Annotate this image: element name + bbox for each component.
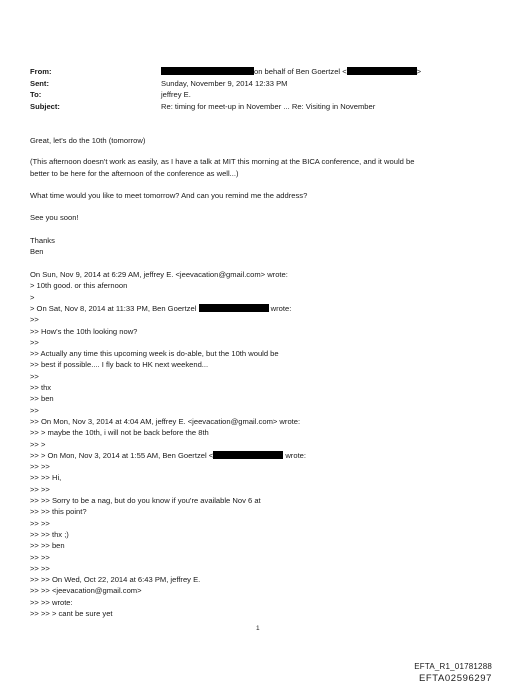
quote-line: >> [30, 338, 39, 347]
quote-text: > On Sat, Nov 8, 2014 at 11:33 PM, Ben Goertzel [30, 304, 197, 313]
quote-line: >> ben [30, 394, 54, 403]
quote-line [30, 451, 306, 461]
quote-line: >> >> [30, 462, 50, 471]
quote-line: >> > [30, 440, 46, 449]
quote-line: >> >> On Wed, Oct 22, 2014 at 6:43 PM, jeffrey E. [30, 575, 201, 584]
sent-label: Sent: [30, 79, 49, 88]
quote-line: >> >> [30, 519, 50, 528]
quote-line: > [30, 293, 35, 302]
redaction-box [161, 67, 254, 75]
quote-line: >> >> [30, 485, 50, 494]
to-value: jeffrey E. [161, 90, 191, 99]
body-line: Thanks [30, 236, 55, 245]
bates-number-primary: EFTA02596297 [418, 673, 492, 684]
quote-line: >> >> ben [30, 541, 65, 550]
from-text: on behalf of Ben Goertzel < [254, 67, 347, 76]
quote-line: >> >> [30, 564, 50, 573]
from-close: > [416, 67, 422, 76]
quote-line: >> >> this point? [30, 507, 87, 516]
page-number: 1 [256, 625, 260, 632]
quote-line: >> > maybe the 10th, i will not be back before the 8th [30, 428, 209, 437]
quote-line: On Sun, Nov 9, 2014 at 6:29 AM, jeffrey E. <jeevacation@gmail.com> wrote: [30, 270, 288, 279]
quote-line: >> Actually any time this upcoming week is do-able, but the 10th would be [30, 349, 279, 358]
quote-line: >> How's the 10th looking now? [30, 327, 138, 336]
quote-line: >> >> Hi, [30, 473, 62, 482]
quote-line: >> >> [30, 553, 50, 562]
body-line: Great, let's do the 10th (tomorrow) [30, 136, 146, 145]
quote-line [30, 304, 291, 314]
quote-line: >> >> thx ;) [30, 530, 69, 539]
body-line: (This afternoon doesn't work as easily, as I have a talk at MIT this morning at the BICA conference, and it would be [30, 157, 415, 166]
quote-line: > 10th good. or this afernoon [30, 281, 128, 290]
quote-line: >> >> <jeevacation@gmail.com> [30, 586, 142, 595]
subject-value: Re: timing for meet-up in November ... Re: Visiting in November [161, 102, 376, 111]
quote-line: >> >> > cant be sure yet [30, 609, 113, 618]
body-line: better to be here for the afternoon of the conference as well...) [30, 169, 239, 178]
from-label: From: [30, 67, 52, 76]
bates-number-secondary: EFTA_R1_01781288 [414, 662, 492, 671]
from-value [161, 66, 421, 77]
redaction-box [347, 67, 417, 75]
sent-value: Sunday, November 9, 2014 12:33 PM [161, 79, 288, 88]
redaction-box [199, 304, 269, 312]
quote-line: >> [30, 372, 39, 381]
quote-line: >> >> Sorry to be a nag, but do you know if you're available Nov 6 at [30, 496, 261, 505]
body-line: What time would you like to meet tomorrow? And can you remind me the address? [30, 191, 308, 200]
quote-text: wrote: [285, 451, 307, 460]
redaction-box [213, 451, 283, 459]
quote-line: >> On Mon, Nov 3, 2014 at 4:04 AM, jeffrey E. <jeevacation@gmail.com> wrote: [30, 417, 301, 426]
body-line: See you soon! [30, 213, 79, 222]
to-label: To: [30, 90, 42, 99]
body-line: Ben [30, 247, 44, 256]
quote-line: >> [30, 315, 39, 324]
subject-label: Subject: [30, 102, 60, 111]
quote-text: wrote: [270, 304, 292, 313]
quote-line: >> [30, 406, 39, 415]
quote-line: >> thx [30, 383, 52, 392]
quote-line: >> best if possible.... I fly back to HK next weekend... [30, 360, 209, 369]
quote-text: >> > On Mon, Nov 3, 2014 at 1:55 AM, Ben Goertzel < [30, 451, 214, 460]
quote-line: >> >> wrote: [30, 598, 73, 607]
